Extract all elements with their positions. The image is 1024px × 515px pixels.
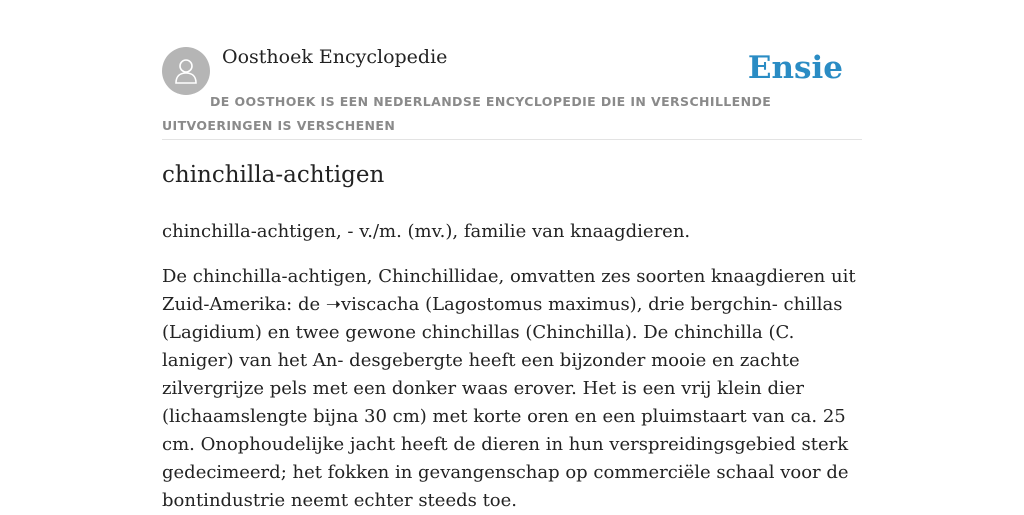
brand-logo[interactable]: Ensie bbox=[747, 50, 843, 86]
body-text-start: De chinchilla-achtigen, Chinchillidae, omvatten zes soorten knaagdieren uit Zuid-Amerika: de bbox=[162, 266, 856, 315]
page-title: chinchilla-achtigen bbox=[162, 162, 385, 188]
viscacha-link[interactable] bbox=[326, 294, 419, 315]
user-avatar-icon bbox=[171, 56, 201, 86]
author-link[interactable]: Oosthoek Encyclopedie bbox=[222, 46, 448, 68]
divider bbox=[162, 139, 862, 140]
author-tagline: DE OOSTHOEK IS EEN NEDERLANDSE ENCYCLOPEDIE DIE IN VERSCHILLENDE UITVOERINGEN IS VERSCHENEN bbox=[162, 94, 772, 133]
avatar[interactable] bbox=[162, 47, 210, 95]
arrow-icon: ➝ bbox=[325, 294, 341, 315]
body-text-end: (Lagostomus maximus), drie bergchin- chillas (Lagidium) en twee gewone chinchillas (Chinchilla). De chinchilla (C. laniger) van het An- desgebergte heeft een bijzonder mooie en zachte zilvergrijze pels met een donker waas erover. Het is een vrij klein dier (lichaamslengte bijna 30 cm) met korte oren en een pluimstaart van ca. 25 cm. Onophoudelijke jacht heeft de dieren in hun verspreidingsgebied sterk gedecimeerd; het fokken in gevangenschap op commerciële schaal voor de bontindustrie neemt echter steeds toe. bbox=[162, 294, 849, 511]
viscacha-link-text: viscacha bbox=[340, 294, 420, 315]
body-paragraph bbox=[162, 263, 864, 515]
definition-paragraph: chinchilla-achtigen, - v./m. (mv.), familie van knaagdieren. bbox=[162, 221, 691, 242]
